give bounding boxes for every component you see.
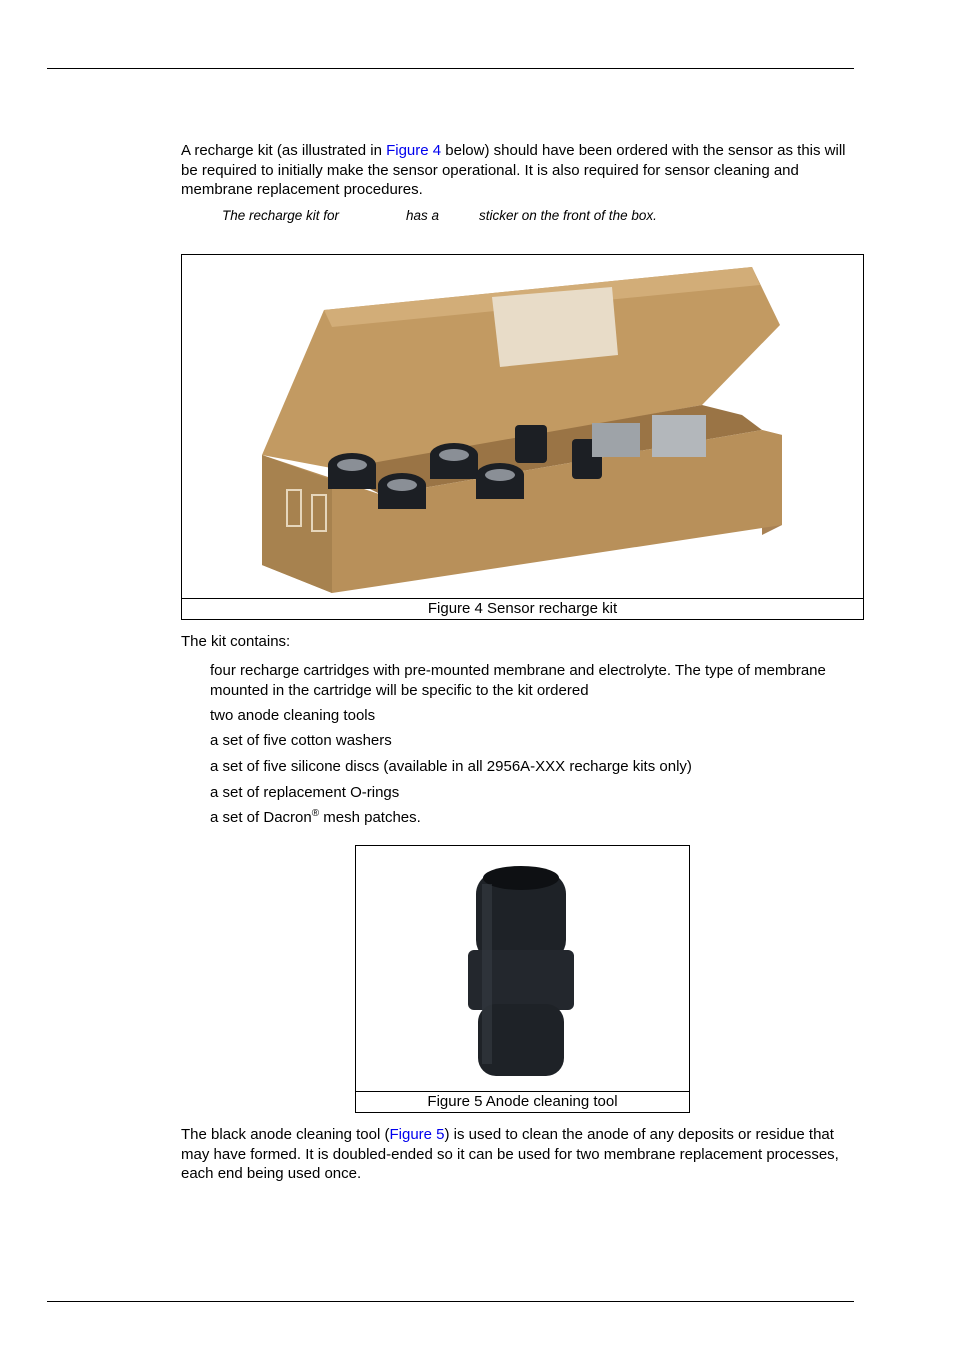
- figure-4-link[interactable]: Figure 4: [386, 142, 442, 159]
- list-item: a set of five cotton washers: [210, 732, 392, 749]
- figure-5-caption: Figure 5 Anode cleaning tool: [356, 1091, 689, 1112]
- list-item: a set of five silicone discs (available in all 2956A-XXX recharge kits only): [210, 758, 692, 775]
- figure-4: [181, 254, 864, 620]
- figure-5-link[interactable]: Figure 5: [389, 1126, 445, 1143]
- list-item: a set of replacement O-rings: [210, 784, 400, 801]
- figure-4-caption: Figure 4 Sensor recharge kit: [182, 598, 863, 619]
- recharge-kit-image: [182, 255, 863, 597]
- list-item: two anode cleaning tools: [210, 707, 376, 724]
- kit-heading: The kit contains:: [181, 633, 291, 650]
- note-segment-1: The recharge kit for: [222, 208, 340, 223]
- note-segment-2: has a: [406, 208, 440, 223]
- intro-paragraph: A recharge kit (as illustrated in Figure 4 below) should have been ordered with the sensor as this will be required to initially make the sensor operational. It is also required for sensor cleaning and membrane replacement procedures.: [181, 142, 846, 198]
- note-segment-3: sticker on the front of the box.: [479, 208, 657, 223]
- figure-5: [355, 845, 690, 1113]
- anode-cleaning-tool-image: [356, 846, 689, 1090]
- list-item: a set of Dacron® mesh patches.: [210, 808, 421, 826]
- outro-paragraph: The black anode cleaning tool (Figure 5) is used to clean the anode of any deposits or residue that may have formed. It is doubled-ended so it can be used for two membrane replacement processes, each end being used once.: [181, 1126, 839, 1182]
- registered-mark: ®: [311, 808, 320, 819]
- list-item: four recharge cartridges with pre-mounted membrane and electrolyte. The type of membrane mounted in the cartridge will be specific to the kit ordered: [210, 662, 826, 699]
- footer-rule: [47, 1301, 854, 1302]
- header-rule: [47, 68, 854, 69]
